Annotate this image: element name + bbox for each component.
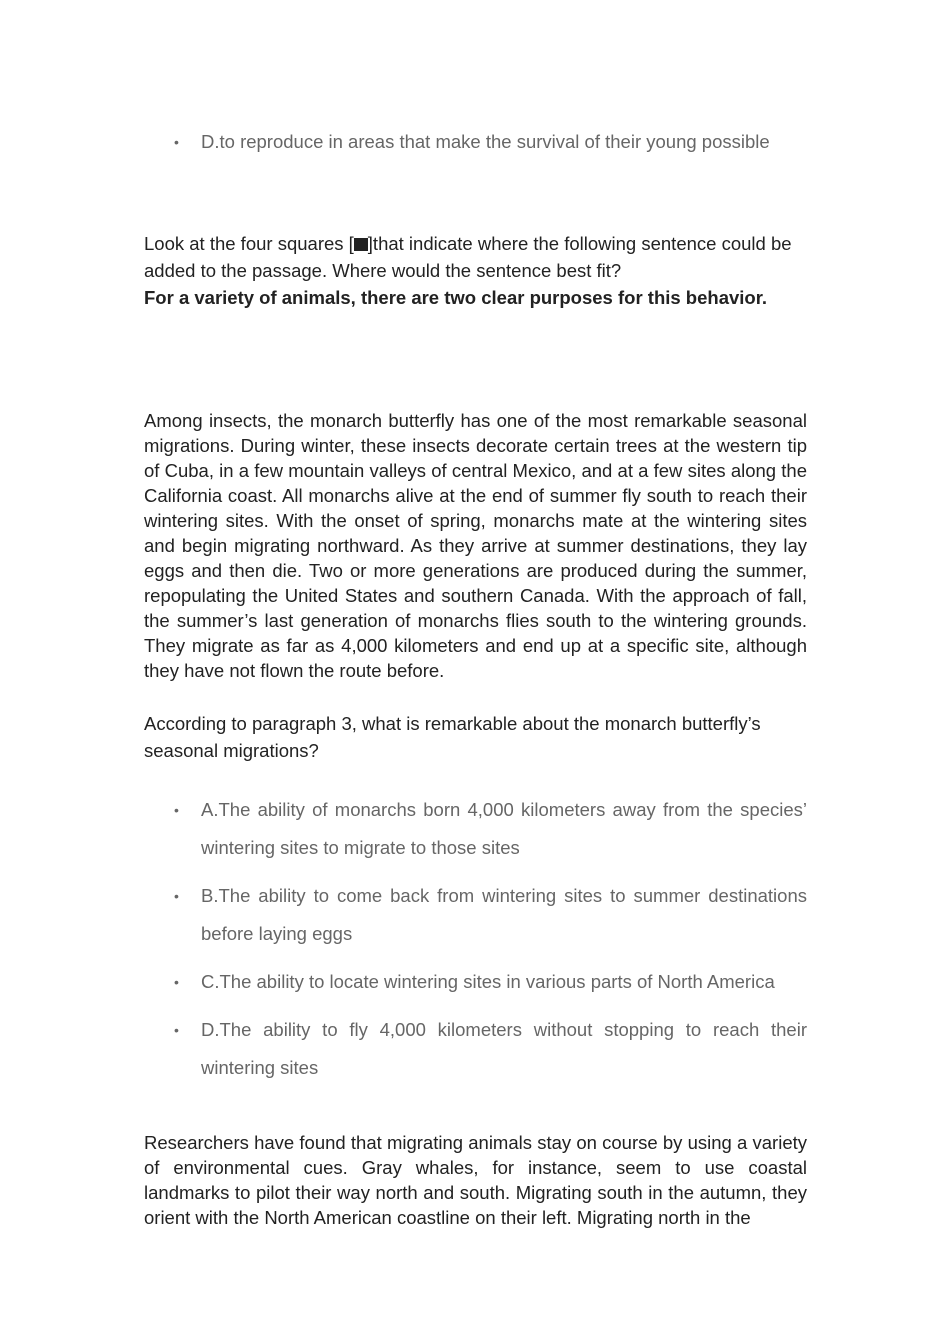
option-c-text: C.The ability to locate wintering sites in various parts of North America [201, 971, 775, 992]
insert-question-text-before: Look at the four squares [ [144, 233, 354, 254]
paragraph-3: Among insects, the monarch butterfly has one of the most remarkable seasonal migrations. During winter, these insects decorate certain trees at the western tip of Cuba, in a few mountain valleys of central Mexico, and at a few sites along the California coast. All monarchs alive at the end of summer fly south to reach their wintering sites. With the onset of spring, monarchs mate at the wintering sites and begin migrating northward. As they arrive at summer destinations, they lay eggs and then die. Two or more generations are produced during the summer, repopulating the United States and southern Canada. With the approach of fall, the summer’s last generation of monarchs flies south to the wintering grounds. They migrate as far as 4,000 kilometers and end up at a specific site, although they have not flown the route before. [144, 410, 807, 681]
bullet-icon: • [174, 1022, 179, 1038]
insert-question-text-after: ]that indicate where the following sentence could be added to the passage. Where would the sentence best fit? [144, 233, 792, 281]
black-square-icon [354, 238, 368, 251]
bullet-icon: • [174, 134, 179, 150]
question-3-options [144, 791, 807, 1097]
option-d[interactable] [144, 123, 807, 161]
option-a-text: A.The ability of monarchs born 4,000 kilometers away from the species’ wintering sites to migrate to those sites [201, 799, 807, 858]
previous-question-options [144, 123, 807, 161]
option-c[interactable] [144, 963, 807, 1001]
question-3-prompt: According to paragraph 3, what is remarkable about the monarch butterfly’s seasonal migrations? [144, 713, 761, 761]
option-d-text: D.to reproduce in areas that make the survival of their young possible [201, 131, 770, 152]
insert-sentence: For a variety of animals, there are two clear purposes for this behavior. [144, 287, 768, 308]
option-b-text: B.The ability to come back from wintering sites to summer destinations before laying eggs [201, 885, 807, 944]
option-d[interactable] [144, 1011, 807, 1087]
option-b[interactable] [144, 877, 807, 953]
option-a[interactable] [144, 791, 807, 867]
insert-sentence-question [144, 230, 807, 311]
bullet-icon: • [174, 974, 179, 990]
bullet-icon: • [174, 802, 179, 818]
paragraph-4: Researchers have found that migrating animals stay on course by using a variety of environmental cues. Gray whales, for instance, seem to use coastal landmarks to pilot their way north and south. Migrating south in the autumn, they orient with the North American coastline on their left. Migrating north in the [144, 1132, 807, 1228]
option-d-text: D.The ability to fly 4,000 kilometers without stopping to reach their wintering sites [201, 1019, 807, 1078]
bullet-icon: • [174, 888, 179, 904]
